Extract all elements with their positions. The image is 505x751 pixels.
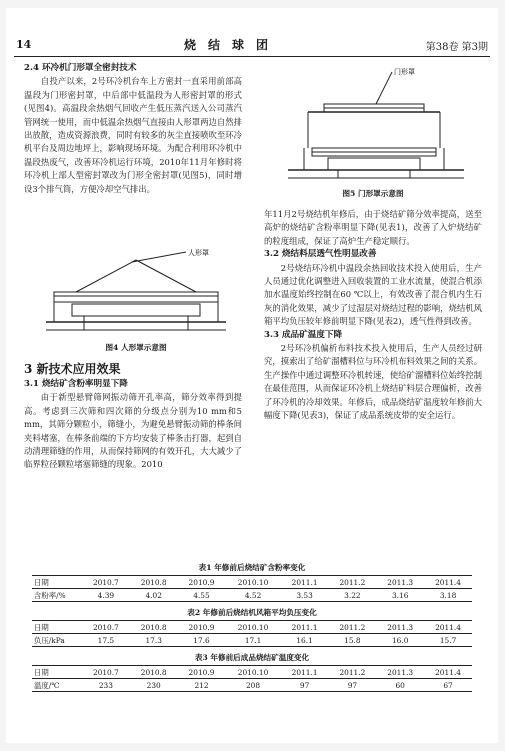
tables-area	[32, 561, 472, 696]
table-cell: 2011.3	[376, 576, 424, 589]
journal-page	[6, 8, 498, 743]
table-cell: 3.16	[376, 589, 424, 602]
section-heading-3-2: 3.2 烧结料层透气性明显改善	[264, 249, 377, 260]
table-cell: 2010.8	[130, 666, 178, 679]
table-row	[32, 589, 472, 602]
table-cell: 2011.4	[424, 666, 472, 679]
table-cell: 2010.9	[178, 576, 226, 589]
table-cell: 3.53	[281, 589, 329, 602]
table-cell: 4.55	[178, 589, 226, 602]
left-column-lower	[24, 360, 242, 472]
table-cell: 16.1	[281, 634, 329, 647]
paragraph-3-2: 2号烧结环冷机中温段余热回收技术投入使用后，生产人员通过优化调整进入回收装置的工业水流量，使混合机添加水温度始终控制在60 ℃以上，有效改善了混合机内生石灰的消化效果，减少了过湿层对烧结过程的影响，烧结机风箱平均负压较年修前明显下降(见表2)，透气性得到改善。	[264, 262, 482, 327]
right-column	[264, 208, 482, 423]
table-cell: 97	[329, 679, 377, 692]
paragraph-2-4: 自投产以来，2号环冷机台车上方密封一直采用前部高温段为门形密封罩，中后部中低温段为人形密封罩的形式(见图4)。高温段余热烟气回收产生低压蒸汽送入公司蒸汽管网统一使用，而中低温余热烟气直接由人形罩两边自然排出放散，造成资源浪费，同时有较多的灰尘直接喷吹至环冷机平台及周边地坪上，影响现场环境。为配合利用环冷机中温段热废气，改善环冷机运行环境，2010年11月年修时将环冷机上部人型密封罩改为门形全密封罩(见图5)，同时增设3个排气筒，方便冷却空气排出。	[24, 76, 242, 194]
section-heading-3-1: 3.1 烧结矿含粉率明显下降	[24, 379, 128, 389]
table-cell: 16.0	[376, 634, 424, 647]
paragraph-3-1: 由于新型悬臂筛网振动筛开孔率高，筛分效率得到提高。考虑到三次筛和四次筛的分级点分别为10 mm和5 mm，其筛分颗粒小，筛缝小，为避免悬臂振动筛的棒条间夹料堵塞，在棒条前端的下方均安装了棒条击打器，起到自动清理筛缝的作用，从而保持筛网的有效开孔，大大减少了临界粒径颗粒堵塞筛缝的现象。2010	[24, 392, 242, 470]
table-cell: 2010.8	[130, 576, 178, 589]
left-column-upper	[24, 62, 242, 196]
table-cell: 4.39	[82, 589, 130, 602]
table-cell: 2010.9	[178, 666, 226, 679]
figure-4-label: 人形罩	[188, 249, 209, 257]
section-heading-3-3: 3.3 成品矿温度下降	[264, 329, 343, 340]
table-cell: 15.7	[424, 634, 472, 647]
page-number: 14	[16, 38, 32, 51]
journal-title: 烧结球团	[184, 38, 281, 52]
table-row	[32, 679, 472, 692]
table-cell: 17.1	[225, 634, 280, 647]
table-cell: 2011.3	[376, 621, 424, 634]
table-cell: 2010.9	[178, 621, 226, 634]
table-cell: 60	[376, 679, 424, 692]
table-cell: 日期	[32, 576, 82, 589]
table-row	[32, 666, 472, 679]
table-cell: 2011.1	[281, 666, 329, 679]
table-cell: 3.22	[329, 589, 377, 602]
table-cell: 2011.4	[424, 576, 472, 589]
table-cell: 2011.3	[376, 666, 424, 679]
table-2-block	[32, 606, 472, 647]
figure-5-diagram	[268, 64, 478, 184]
table-cell: 含粉率/%	[32, 589, 82, 602]
table-cell: 负压/kPa	[32, 634, 82, 647]
table-2-caption: 表2 年修前后烧结机风箱平均负压变化	[187, 608, 317, 617]
figure-4-caption: 图4 人形罩示意图	[105, 343, 167, 352]
paragraph-continued: 年11月2号烧结机年修后，由于烧结矿筛分效率提高，送至高炉的烧结矿含粉率明显下降(见表1)，改善了入炉烧结矿的粒度组成，保证了高炉生产稳定顺行。	[264, 209, 482, 246]
table-row	[32, 621, 472, 634]
table-cell: 17.5	[82, 634, 130, 647]
table-cell: 4.52	[225, 589, 280, 602]
table-cell: 2010.10	[225, 666, 280, 679]
table-cell: 2010.8	[130, 621, 178, 634]
table-cell: 230	[130, 679, 178, 692]
table-2	[32, 620, 472, 647]
section-heading-3: 3 新技术应用效果	[24, 362, 121, 376]
table-cell: 17.3	[130, 634, 178, 647]
table-cell: 2011.1	[281, 576, 329, 589]
table-cell: 208	[225, 679, 280, 692]
table-row	[32, 634, 472, 647]
table-cell: 日期	[32, 666, 82, 679]
table-cell: 2011.4	[424, 621, 472, 634]
table-cell: 日期	[32, 621, 82, 634]
table-cell: 2011.2	[329, 576, 377, 589]
table-cell: 温度/℃	[32, 679, 82, 692]
table-cell: 2011.1	[281, 621, 329, 634]
volume-issue: 第38卷 第3期	[425, 42, 488, 53]
table-cell: 2011.2	[329, 621, 377, 634]
table-cell: 2010.7	[82, 666, 130, 679]
table-3-block	[32, 651, 472, 692]
table-cell: 2010.10	[225, 621, 280, 634]
table-cell: 15.8	[329, 634, 377, 647]
table-1-block	[32, 561, 472, 602]
table-cell: 4.02	[130, 589, 178, 602]
table-row	[32, 576, 472, 589]
table-1	[32, 575, 472, 602]
table-3	[32, 665, 472, 692]
section-heading-2-4: 2.4 环冷机门形罩全密封技术	[24, 63, 137, 73]
figure-4-diagram	[36, 246, 236, 338]
table-cell: 2010.7	[82, 621, 130, 634]
table-1-caption: 表1 年修前后烧结矿含粉率变化	[198, 563, 306, 572]
table-cell: 97	[281, 679, 329, 692]
table-cell: 233	[82, 679, 130, 692]
table-cell: 67	[424, 679, 472, 692]
table-cell: 2010.7	[82, 576, 130, 589]
table-cell: 17.6	[178, 634, 226, 647]
table-cell: 3.18	[424, 589, 472, 602]
figure-5-label: 门形罩	[394, 68, 415, 76]
figure-5-caption: 图5 门形罩示意图	[342, 189, 404, 198]
page-header	[14, 12, 490, 57]
paragraph-3-3: 2号环冷机偏析布料技术投入使用后，生产人员经过研究，摸索出了给矿溜槽料位与环冷机布料效果之间的关系。生产操作中通过调整环冷机转速，使给矿溜槽料位始终控制在最佳范围，从而保证环冷机上烧结矿料层合理偏析，改善了环冷机的冷却效果。年修后，成品烧结矿温度较年修前大幅度下降(见表3)，保证了成品系统皮带的安全运行。	[264, 343, 482, 421]
table-cell: 212	[178, 679, 226, 692]
table-cell: 2011.2	[329, 666, 377, 679]
table-cell: 2010.10	[225, 576, 280, 589]
table-3-caption: 表3 年修前后成品烧结矿温度变化	[194, 653, 310, 662]
